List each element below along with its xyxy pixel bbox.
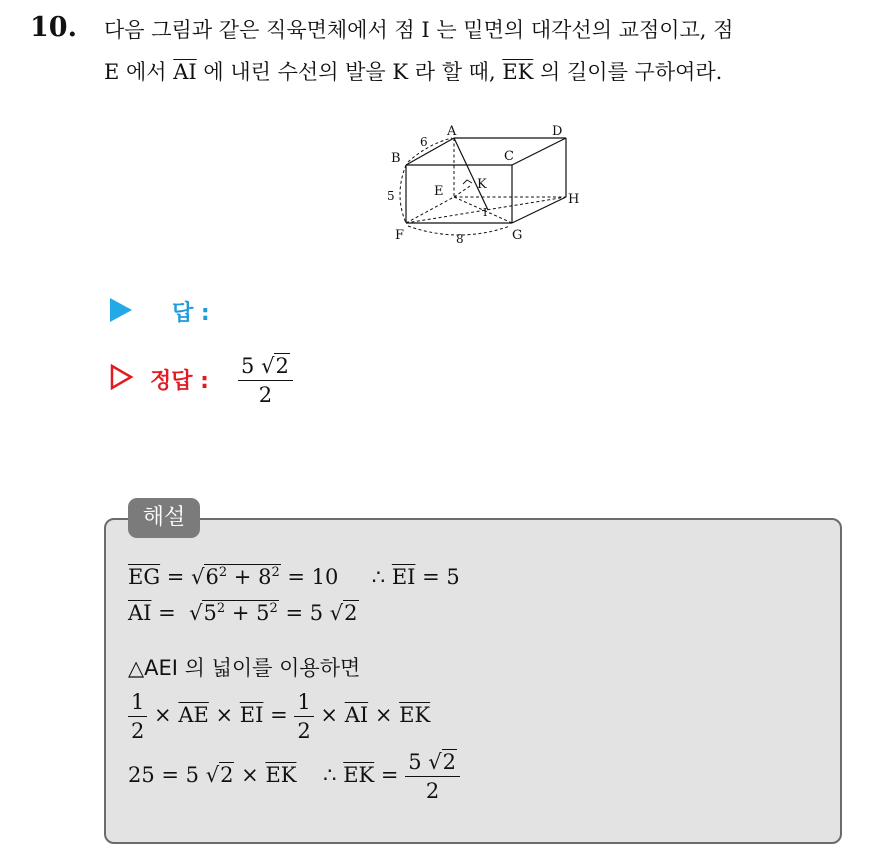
solution-line-2: $\overline{AI} = √5^2 + 5^2 = 5$ √2 bbox=[128, 601, 358, 625]
label-k: K bbox=[477, 177, 487, 192]
length-fg: 8 bbox=[456, 232, 464, 246]
num-radicand: 2 bbox=[275, 354, 289, 378]
num-radicand: 2 bbox=[442, 750, 457, 774]
label-i: I bbox=[483, 206, 488, 219]
numerator: 1 bbox=[294, 688, 313, 717]
result: = 10 bbox=[280, 565, 339, 589]
label-e: E bbox=[434, 184, 444, 199]
equation-left: 25 = 5 bbox=[128, 763, 200, 787]
num-coef: 5 bbox=[408, 750, 422, 774]
segment-ek: $\overline{EK}$ bbox=[399, 703, 431, 727]
play-triangle-icon bbox=[110, 298, 132, 322]
length-ab: 6 bbox=[420, 135, 428, 149]
final-fraction: $\frac{5 √2}{2}$ bbox=[405, 748, 460, 805]
segment-ek: $\overline{EK}$ bbox=[265, 763, 297, 787]
correct-answer-value: $\frac{5 √2}{2}$ bbox=[238, 352, 293, 409]
label-g: G bbox=[512, 228, 523, 243]
numerator: 1 bbox=[128, 688, 147, 717]
segment-ek: $\overline{EK}$ bbox=[502, 60, 534, 84]
segment-ai: $\overline{AI}$ bbox=[173, 60, 197, 84]
segment-ae: $\overline{AE}$ bbox=[178, 703, 209, 727]
segment-ek: $\overline{EK}$ bbox=[343, 763, 375, 787]
rad-term: 8 bbox=[258, 565, 272, 589]
q-text-part: 에 내린 수선의 발을 K 라 할 때, bbox=[196, 60, 503, 84]
result: = 5 bbox=[415, 565, 460, 589]
label-f: F bbox=[395, 228, 405, 243]
segment-eg: $\overline{EG}$ bbox=[128, 565, 161, 589]
solution-line-5: 25 = 5 $√2 \times \overline{EK}$ ∴ $\overline{EK}$ = $\frac{5 √2}{2}$ bbox=[128, 748, 460, 808]
label-h: H bbox=[568, 192, 580, 207]
solution-line-1: $\overline{EG} = √6^2 + 8^2 = 10$ ∴ $\overline{EI} = 5$ bbox=[128, 565, 460, 589]
rad-term: 6 bbox=[205, 565, 219, 589]
correct-answer-label: 정답 : bbox=[150, 369, 209, 394]
q-text-part: 의 길이를 구하여라. bbox=[533, 60, 723, 84]
solution-tab: 해설 bbox=[128, 498, 200, 538]
therefore-symbol: ∴ bbox=[371, 565, 392, 589]
segment-ei: $\overline{EI}$ bbox=[239, 703, 264, 727]
question-number: 10. bbox=[30, 12, 77, 43]
denominator: 2 bbox=[425, 779, 440, 803]
rad-term: 5 bbox=[256, 601, 270, 625]
question-text-line1: 다음 그림과 같은 직육면체에서 점 I 는 밑면의 대각선의 교점이고, 점 bbox=[104, 18, 734, 42]
question-text-line2 bbox=[104, 56, 722, 86]
label-c: C bbox=[504, 149, 514, 164]
rad-term: 5 bbox=[203, 601, 217, 625]
result: = 5 bbox=[285, 601, 324, 625]
radicand: 2 bbox=[344, 601, 358, 625]
segment-ai: $\overline{AI}$ bbox=[128, 601, 152, 625]
segment-ai: $\overline{AI}$ bbox=[344, 703, 369, 727]
denominator: 2 bbox=[258, 383, 273, 407]
length-bf: 5 bbox=[387, 189, 395, 203]
denominator: 2 bbox=[297, 719, 311, 743]
label-d: D bbox=[552, 124, 563, 139]
num-coef: 5 bbox=[241, 354, 255, 378]
q-text-part: E 에서 bbox=[104, 60, 174, 84]
answer-label: 답 : bbox=[172, 301, 210, 326]
cuboid-figure bbox=[384, 120, 584, 250]
segment-ei: $\overline{EI}$ bbox=[391, 565, 416, 589]
label-a: A bbox=[447, 124, 457, 139]
label-b: B bbox=[391, 151, 401, 166]
radicand: 2 bbox=[220, 763, 234, 787]
correct-answer-row bbox=[110, 354, 330, 418]
fraction-half bbox=[294, 688, 313, 745]
outline-triangle-icon bbox=[110, 364, 134, 390]
solution-line-3: △AEI 의 넓이를 이용하면 bbox=[128, 656, 361, 680]
solution-line-4: $\frac{1}{2}$ × $\overline{AE} \times \overline{EI}$ = $\frac{1}{2}$ × $\overline{AI} \times \overline{EK}$ bbox=[128, 688, 430, 748]
answer-row bbox=[110, 298, 310, 330]
equals: = bbox=[160, 565, 192, 589]
fraction-half bbox=[128, 688, 147, 745]
denominator: 2 bbox=[131, 719, 145, 743]
